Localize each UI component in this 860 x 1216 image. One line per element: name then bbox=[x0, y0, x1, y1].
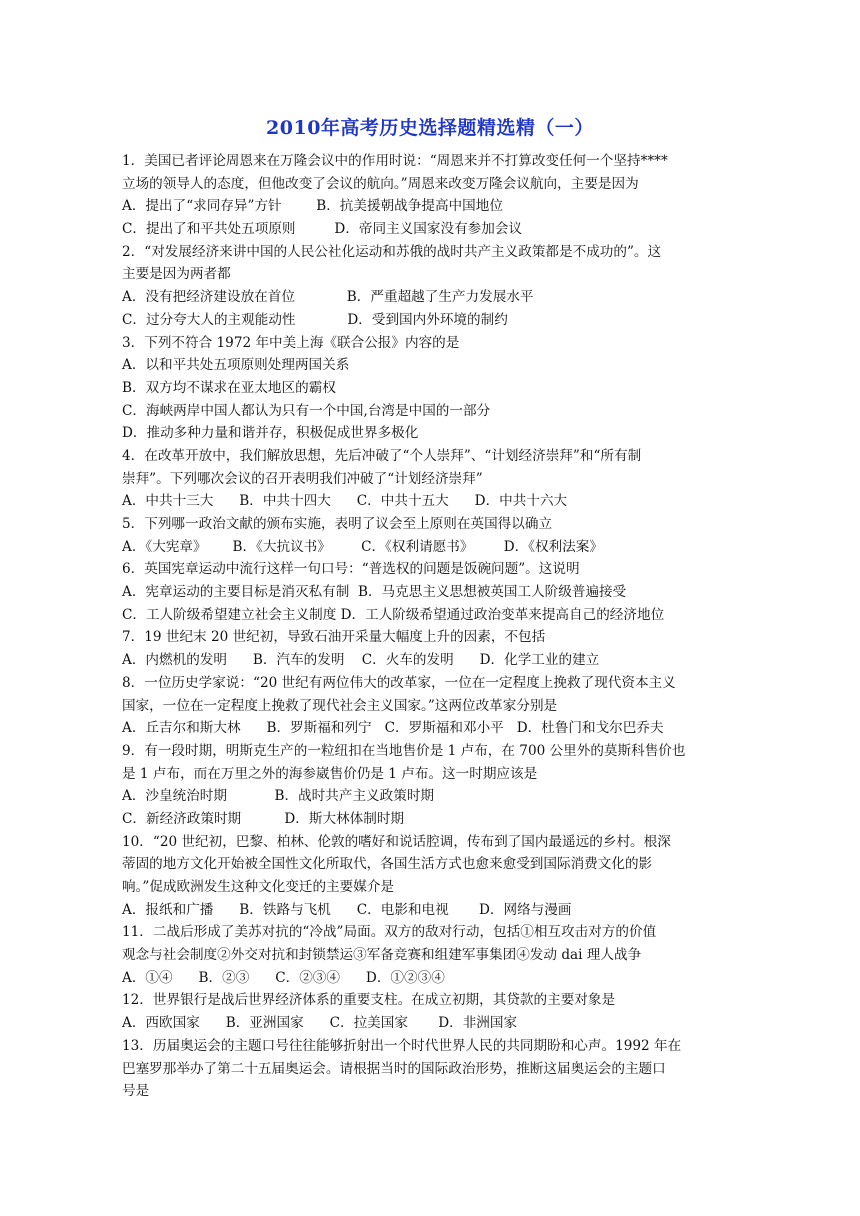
text-line: A．报纸和广播 B．铁路与飞机 C．电影和电视 D．网络与漫画 bbox=[122, 901, 572, 918]
text-line: A．沙皇统治时期 B．战时共产主义政策时期 bbox=[122, 788, 435, 805]
text-line: 主要是因为两者都 bbox=[122, 266, 231, 283]
text-line: A．西欧国家 B．亚洲国家 C．拉美国家 D．非洲国家 bbox=[122, 1015, 518, 1032]
text-line: A．中共十三大 B．中共十四大 C．中共十五大 D．中共十六大 bbox=[122, 493, 568, 510]
text-line: 立场的领导人的态度，但他改变了会议的航向。”周恩来改变万隆会议航向，主要是因为 bbox=[122, 175, 639, 192]
text-line: A．①④ B．②③ C．②③④ D．①②③④ bbox=[122, 969, 445, 986]
text-line: 7．19 世纪末 20 世纪初，导致石油开采量大幅度上升的因素，不包括 bbox=[122, 629, 546, 646]
text-line: 5．下列哪一政治文献的颁布实施，表明了议会至上原则在英国得以确立 bbox=[122, 516, 553, 532]
text-line: D．推动多种力量和谐并存，积极促成世界多极化 bbox=[122, 425, 419, 442]
text-line: 2．“对发展经济来讲中国的人民公社化运动和苏俄的战时共产主义政策都是不成功的”。这 bbox=[122, 243, 662, 260]
text-line: 12．世界银行是战后世界经济体系的重要支柱。在成立初期，其贷款的主要对象是 bbox=[122, 992, 616, 1009]
document-title: 2010年高考历史选择题精选精（一） bbox=[266, 117, 594, 139]
text-line: 3．下列不符合 1972 年中美上海《联合公报》内容的是 bbox=[122, 334, 460, 351]
text-line: 9．有一段时期，明斯克生产的一粒纽扣在当地售价是 1 卢布，在 700 公里外的莫斯科售价也 bbox=[122, 742, 686, 759]
text-line: 号是 bbox=[122, 1083, 150, 1100]
text-line: A．《大宪章》 B．《大抗议书》 C．《权利请愿书》 D．《权利法案》 bbox=[122, 538, 603, 555]
text-line: 6．英国宪章运动中流行这样一句口号：“普选权的问题是饭碗问题”。这说明 bbox=[122, 561, 580, 578]
text-line: 4．在改革开放中，我们解放思想，先后冲破了“个人崇拜”、“计划经济崇拜”和“所有制 bbox=[122, 447, 642, 464]
text-line: 10．“20 世纪初，巴黎、柏林、伦敦的嗜好和说话腔调，传布到了国内最遥远的乡村。根深 bbox=[122, 833, 671, 850]
text-line: A．没有把经济建设放在首位 B．严重超越了生产力发展水平 bbox=[122, 289, 534, 306]
text-line: B．双方均不谋求在亚太地区的霸权 bbox=[122, 379, 336, 396]
text-line: A．宪章运动的主要目标是消灭私有制 B．马克思主义思想被英国工人阶级普遍接受 bbox=[122, 584, 627, 601]
text-line: 蒂固的地方文化开始被全国性文化所取代，各国生活方式也愈来愈受到国际消费文化的影 bbox=[122, 856, 653, 873]
text-line: 观念与社会制度②外交对抗和封锁禁运③军备竞赛和组建军事集团④发动 dai 理人战争 bbox=[122, 947, 642, 964]
document-body bbox=[122, 150, 742, 1103]
text-line: 崇拜”。下列哪次会议的召开表明我们冲破了“计划经济崇拜” bbox=[122, 470, 483, 487]
text-line: C．新经济政策时期 D．斯大林体制时期 bbox=[122, 810, 405, 827]
text-line: C．提出了和平共处五项原则 D．帝同主义国家没有参加会议 bbox=[122, 221, 523, 238]
text-line: 国家，一位在一定程度上挽救了现代社会主义国家。”这两位改革家分别是 bbox=[122, 697, 558, 714]
text-line: A．内燃机的发明 B．汽车的发明 C．火车的发明 D．化学工业的建立 bbox=[122, 652, 600, 669]
text-line: A．提出了“求同存异”方针 B．抗美援朝战争提高中国地位 bbox=[122, 198, 503, 215]
text-line: C．海峡两岸中国人都认为只有一个中国,台湾是中国的一部分 bbox=[122, 402, 491, 419]
text-line: 13．历届奥运会的主题口号往往能够折射出一个时代世界人民的共同期盼和心声。1992 年在 bbox=[122, 1037, 682, 1054]
text-line: C．工人阶级希望建立社会主义制度 D．工人阶级希望通过政治变革来提高自己的经济地位 bbox=[122, 606, 665, 623]
text-line: 巴塞罗那举办了第二十五届奥运会。请根据当时的国际政治形势，推断这届奥运会的主题口 bbox=[122, 1060, 666, 1077]
text-line: A．以和平共处五项原则处理两国关系 bbox=[122, 357, 350, 374]
text-line: 是 1 卢布，而在万里之外的海参崴售价仍是 1 卢布。这一时期应该是 bbox=[122, 765, 538, 782]
text-line: 8．一位历史学家说：“20 世纪有两位伟大的改革家，一位在一定程度上挽救了现代资本主义 bbox=[122, 674, 676, 691]
text-line: 11．二战后形成了美苏对抗的“冷战”局面。双方的敌对行动，包括①相互攻击对方的价值 bbox=[122, 924, 657, 941]
text-line: 响。”促成欧洲发生这种文化变迁的主要媒介是 bbox=[122, 879, 395, 895]
text-line: 1．美国已者评论周恩来在万隆会议中的作用时说：“周恩来并不打算改变任何一个坚持**** bbox=[122, 153, 668, 169]
text-line: A．丘吉尔和斯大林 B．罗斯福和列宁 C．罗斯福和邓小平 D．杜鲁门和戈尔巴乔夫 bbox=[122, 720, 664, 737]
text-line: C．过分夸大人的主观能动性 D．受到国内外环境的制约 bbox=[122, 311, 508, 328]
